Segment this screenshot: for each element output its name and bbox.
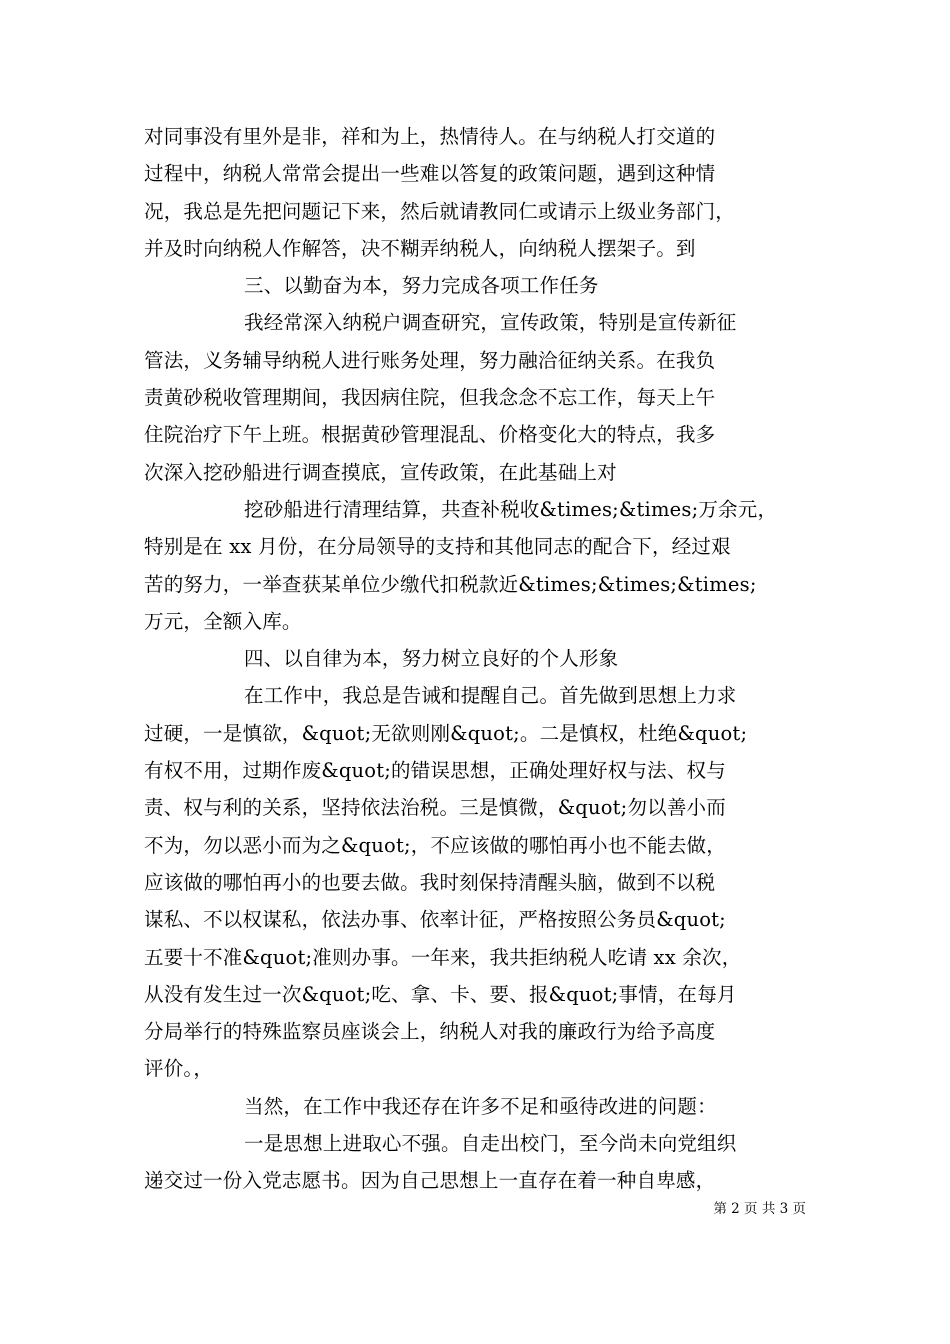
text-line: 苦的努力，一举查获某单位少缴代扣税款近&times;&times;&times; [144,572,757,596]
text-line: 递交过一份入党志愿书。因为自己思想上一直存在着一种自卑感， [144,1169,716,1193]
text-line: 谋私、不以权谋私，依法办事、依率计征，严格按照公务员&quot; [144,908,726,932]
text-line: 应该做的哪怕再小的也要去做。我时刻保持清醒头脑，做到不以税 [144,870,716,894]
text-line: 评价。， [144,1057,214,1081]
text-line: 当然，在工作中我还存在许多不足和亟待改进的问题： [244,1094,717,1118]
text-line: 过硬，一是慎欲，&quot;无欲则刚&quot;。二是慎权，杜绝&quot; [144,721,748,745]
text-line: 特别是在 xx 月份，在分局领导的支持和其他同志的配合下，经过艰 [144,535,731,559]
text-line: 在工作中，我总是告诫和提醒自己。首先做到思想上力求 [244,684,737,708]
text-line: 对同事没有里外是非，祥和为上，热情待人。在与纳税人打交道的 [144,125,716,148]
text-line: 挖砂船进行清理结算，共查补税收&times;&times;万余元， [244,497,778,521]
text-line: 住院治疗下午上班。根据黄砂管理混乱、价格变化大的特点，我多 [144,423,716,447]
text-line: 况，我总是先把问题记下来，然后就请教同仁或请示上级业务部门， [144,199,736,223]
text-line: 四、以自律为本，努力树立良好的个人形象 [244,647,619,671]
text-line: 过程中，纳税人常常会提出一些难以答复的政策问题，遇到这种情 [144,162,716,186]
text-line: 次深入挖砂船进行调查摸底，宣传政策，在此基础上对 [144,460,617,484]
text-line: 五要十不准&quot;准则办事。一年来，我共拒纳税人吃请 xx 余次， [144,945,742,969]
text-line: 从没有发生过一次&quot;吃、拿、卡、要、报&quot;事情，在每月 [144,982,737,1006]
text-line: 有权不用，过期作废&quot;的错误思想，正确处理好权与法、权与 [144,759,726,783]
text-line: 三、以勤奋为本，努力完成各项工作任务 [244,274,599,298]
document-body [144,118,824,1200]
text-line: 管法，义务辅导纳税人进行账务处理，努力融洽征纳关系。在我负 [144,348,716,372]
text-line: 我经常深入纳税户调查研究，宣传政策，特别是宣传新征 [244,311,737,335]
text-line: 责黄砂税收管理期间，我因病住院，但我念念不忘工作，每天上午 [144,386,716,410]
page-number: 第 2 页 共 3 页 [713,1201,806,1217]
text-line: 万元，全额入库。 [144,609,302,633]
text-line: 并及时向纳税人作解答，决不糊弄纳税人，向纳税人摆架子。到 [144,236,696,260]
text-line: 分局举行的特殊监察员座谈会上，纳税人对我的廉政行为给予高度 [144,1020,716,1044]
text-line: 责、权与利的关系，坚持依法治税。三是慎微，&quot;勿以善小而 [144,796,726,820]
text-line: 不为，勿以恶小而为之&quot;，不应该做的哪怕再小也不能去做， [144,833,726,857]
text-line: 一是思想上进取心不强。自走出校门，至今尚未向党组织 [244,1132,737,1156]
